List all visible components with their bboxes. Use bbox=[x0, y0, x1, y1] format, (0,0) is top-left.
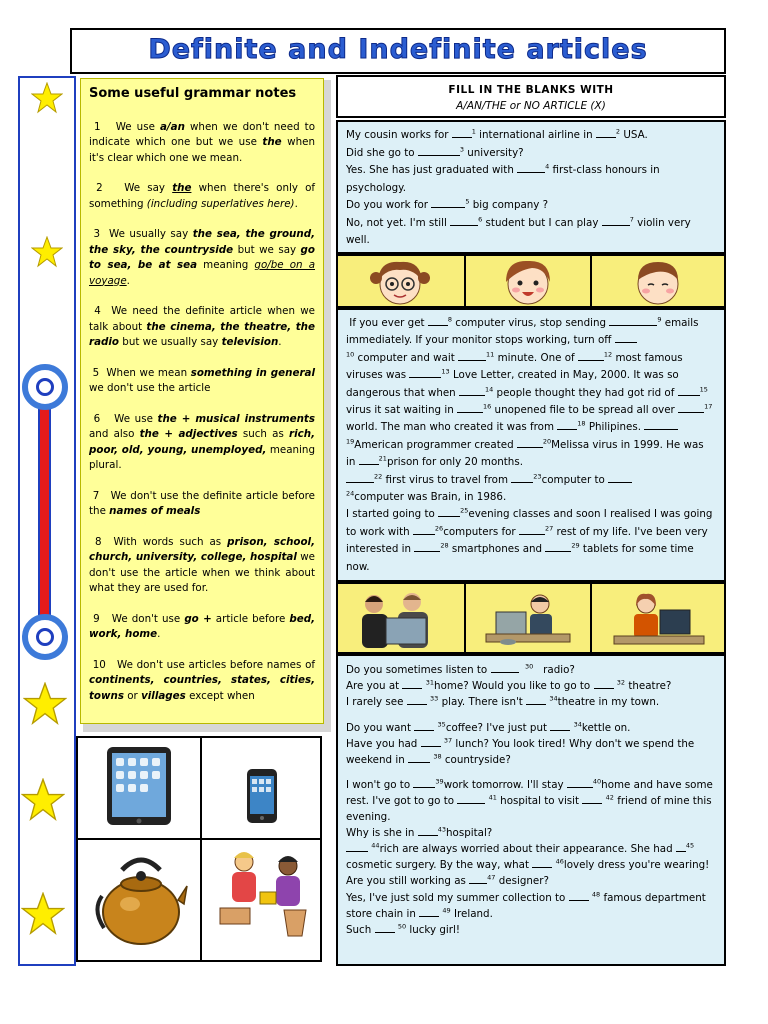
p3-sentence: Such $^{50}$ lucky girl! bbox=[346, 922, 460, 937]
blank-46[interactable] bbox=[532, 857, 552, 868]
woman-computer-icon bbox=[606, 590, 710, 650]
p3-sentence: Do you sometimes listen to $^{30}$ radio? bbox=[346, 662, 575, 676]
blank-17[interactable] bbox=[678, 402, 704, 413]
exercise-panel-3 bbox=[336, 654, 726, 966]
blank-15[interactable] bbox=[678, 385, 700, 396]
p1-sentence: Did she go to $^3$ university? bbox=[346, 145, 524, 159]
blank-1[interactable] bbox=[452, 127, 472, 138]
blank-34[interactable] bbox=[526, 694, 546, 705]
exercise-panel-1 bbox=[336, 120, 726, 254]
kettle-icon bbox=[94, 848, 188, 952]
p3-sentence: Do you want $^{35}$coffee? I've just put $^{34}$kettle on. bbox=[346, 720, 631, 734]
star-icon bbox=[23, 682, 67, 726]
blank-35[interactable] bbox=[414, 720, 434, 731]
strip-cell bbox=[466, 584, 592, 652]
blank-26[interactable] bbox=[413, 524, 435, 535]
note-10: 10 We don't use articles before names of continents, countries, states, cities, towns or villages except when bbox=[89, 658, 315, 702]
blank-11[interactable] bbox=[458, 350, 486, 361]
blank-27[interactable] bbox=[519, 524, 545, 535]
girl-smiling-icon bbox=[496, 256, 560, 306]
image-strip-2 bbox=[336, 582, 726, 654]
blank-9[interactable] bbox=[609, 315, 657, 326]
blank-24[interactable] bbox=[608, 472, 632, 483]
blank-30[interactable] bbox=[491, 662, 519, 673]
blank-33[interactable] bbox=[407, 694, 427, 705]
strip-cell bbox=[338, 256, 466, 306]
spacer bbox=[346, 711, 716, 720]
blank-50[interactable] bbox=[375, 922, 395, 933]
blank-19[interactable] bbox=[644, 419, 678, 430]
p3-sentence: $^{44}$rich are always worried about their appearance. She had $^{45}$ cosmetic surgery. By the way, what $^{46}$lovely dress you're wearing! Are you still working as $^{47}$ designer? bbox=[346, 841, 710, 888]
note-8: 8 With words such as prison, school, church, university, college, hospital we don't use the article when we think about what they are used for. bbox=[89, 535, 316, 594]
blank-21[interactable] bbox=[359, 454, 379, 465]
p3-sentence: Why is she in $^{43}$hospital? bbox=[346, 825, 493, 839]
strip-cell bbox=[592, 584, 724, 652]
thermometer-top-inner bbox=[36, 378, 54, 396]
blank-8[interactable] bbox=[428, 315, 448, 326]
boy-icon bbox=[626, 256, 690, 306]
note-4: 4 We need the definite article when we talk about the cinema, the theatre, the radio but we usually say television. bbox=[89, 305, 315, 348]
blank-3[interactable] bbox=[418, 145, 460, 156]
people-table-icon bbox=[210, 848, 316, 952]
blank-49[interactable] bbox=[419, 906, 439, 917]
p3-sentence: I rarely see $^{33}$ play. There isn't $^{34}$theatre in my town. bbox=[346, 694, 660, 709]
blank-44[interactable] bbox=[346, 841, 368, 852]
note-1: 1 We use a/an when we don't need to indicate which one but we use the when it's clear which one we mean. bbox=[89, 120, 316, 164]
p1-sentence: Yes. She has just graduated with $^4$ first-class honours in psychology. bbox=[346, 162, 660, 194]
title-box bbox=[70, 28, 726, 74]
note-3: 3 We usually say the sea, the ground, the sky, the countryside but we say go to sea, be at sea meaning go/be on a voyage. bbox=[89, 228, 315, 287]
blank-31[interactable] bbox=[402, 678, 422, 689]
star-icon bbox=[31, 236, 63, 268]
tablet-icon bbox=[106, 746, 172, 826]
star-icon bbox=[21, 892, 65, 936]
phone-picture-cell bbox=[200, 736, 322, 840]
blank-4[interactable] bbox=[517, 162, 545, 173]
p2-text: If you ever get $^8$ computer virus, stop sending $^9$ emails immediately. If your monitor stops working, turn off $^{10}$ computer and wait $^{11}$ minute. One of $^{12}$ most famous viruses was $^{13}$ Love Letter, created in May, 2000. It was so dangerous that when $^{14}$ people thought they had got rid of $^{15}$ virus it sat waiting in $^{16}$ unopened file to be spread all over $^{17}$ world. The man who created it was from $^{18}$ Philipines. $^{19}$American programmer created $^{20}$Melissa virus in 1999. He was in $^{21}$prison for only 20 months. $^{22}$ first virus to travel from $^{23}$computer to $^{24}$computer was Brain, in 1986. I started going to $^{25}$evening classes and soon I realised I was going to work with $^{26}$computers for $^{27}$ rest of my life. I've been very interested in $^{28}$ smartphones and $^{29}$ tablets for some time now. bbox=[346, 315, 713, 573]
note-6: 6 We use the + musical instruments and also the + adjectives such as rich, poor, old, young, unemployed, meaning plural. bbox=[89, 412, 315, 471]
blank-37[interactable] bbox=[421, 736, 441, 747]
blank-2[interactable] bbox=[596, 127, 616, 138]
blank-41[interactable] bbox=[457, 793, 485, 804]
blank-18[interactable] bbox=[557, 419, 577, 430]
grammar-notes bbox=[80, 78, 324, 724]
header-line-1: FILL IN THE BLANKS WITH bbox=[448, 84, 614, 96]
image-strip-1 bbox=[336, 254, 726, 308]
star-icon bbox=[21, 778, 65, 822]
blank-40[interactable] bbox=[567, 777, 593, 788]
exercise-header bbox=[336, 75, 726, 118]
blank-48[interactable] bbox=[569, 890, 589, 901]
note-2: 2 We say the when there's only of something (including superlatives here). bbox=[89, 182, 315, 210]
people-picture-cell bbox=[200, 838, 322, 962]
blank-25[interactable] bbox=[438, 506, 460, 517]
blank-23[interactable] bbox=[511, 472, 533, 483]
people-laptop-icon bbox=[346, 588, 450, 650]
p3-sentence: Have you had $^{37}$ lunch? You look tired! Why don't we spend the weekend in $^{38}$ countryside? bbox=[346, 736, 695, 767]
tablet-picture-cell bbox=[76, 736, 202, 840]
star-icon bbox=[31, 82, 63, 114]
header-line-2: A/AN/THE or NO ARTICLE (X) bbox=[456, 100, 606, 112]
blank-14[interactable] bbox=[459, 385, 485, 396]
p1-sentence: No, not yet. I'm still $^6$ student but I can play $^7$ violin very well. bbox=[346, 215, 691, 246]
note-7: 7 We don't use the definite article before the names of meals bbox=[89, 489, 315, 517]
thermometer-bar bbox=[38, 388, 51, 628]
strip-cell bbox=[466, 256, 592, 306]
page-title: Definite and Indefinite articles bbox=[148, 34, 648, 65]
p3-sentence: I won't go to $^{39}$work tomorrow. I'll stay $^{40}$home and have some rest. I've got to go to $^{41}$ hospital to visit $^{42}$ friend of mine this evening. bbox=[346, 777, 713, 823]
note-5: 5 When we mean something in general we don't use the article bbox=[89, 366, 316, 394]
blank-38[interactable] bbox=[408, 752, 430, 763]
blank-13[interactable] bbox=[409, 367, 441, 378]
blank-10a[interactable] bbox=[615, 332, 637, 343]
p1-sentence: Do you work for $^5$ big company ? bbox=[346, 197, 549, 211]
strip-cell bbox=[592, 256, 724, 306]
blank-29[interactable] bbox=[545, 541, 571, 552]
blank-39[interactable] bbox=[413, 777, 435, 788]
note-9: 9 We don't use go + article before bed, work, home. bbox=[89, 612, 315, 640]
notes-heading: Some useful grammar notes bbox=[89, 86, 297, 101]
thermometer-bottom-inner bbox=[36, 628, 54, 646]
blank-12[interactable] bbox=[578, 350, 604, 361]
blank-22[interactable] bbox=[346, 472, 374, 483]
kettle-picture-cell bbox=[76, 838, 202, 962]
smartphone-icon bbox=[246, 768, 278, 824]
blank-28[interactable] bbox=[414, 541, 440, 552]
p3-sentence: Yes, I've just sold my summer collection to $^{48}$ famous department store chain in $^{49}$ Ireland. bbox=[346, 890, 706, 920]
blank-32[interactable] bbox=[594, 678, 614, 689]
blank-5[interactable] bbox=[431, 197, 465, 208]
blank-43[interactable] bbox=[418, 825, 438, 836]
blank-45[interactable] bbox=[676, 841, 686, 852]
blank-20[interactable] bbox=[517, 437, 543, 448]
blank-47[interactable] bbox=[469, 873, 487, 884]
blank-6[interactable] bbox=[450, 215, 478, 226]
man-computer-icon bbox=[482, 590, 578, 650]
girl-glasses-icon bbox=[368, 256, 432, 306]
exercise-panel-2 bbox=[336, 308, 726, 582]
blank-16[interactable] bbox=[457, 402, 483, 413]
blank-7[interactable] bbox=[602, 215, 630, 226]
p1-sentence: My cousin works for $^1$ international airline in $^2$ USA. bbox=[346, 127, 648, 141]
p3-sentence: Are you at $^{31}$home? Would you like to go to $^{32}$ theatre? bbox=[346, 678, 672, 693]
strip-cell bbox=[338, 584, 466, 652]
blank-42[interactable] bbox=[582, 793, 602, 804]
spacer bbox=[346, 768, 716, 777]
blank-36[interactable] bbox=[550, 720, 570, 731]
